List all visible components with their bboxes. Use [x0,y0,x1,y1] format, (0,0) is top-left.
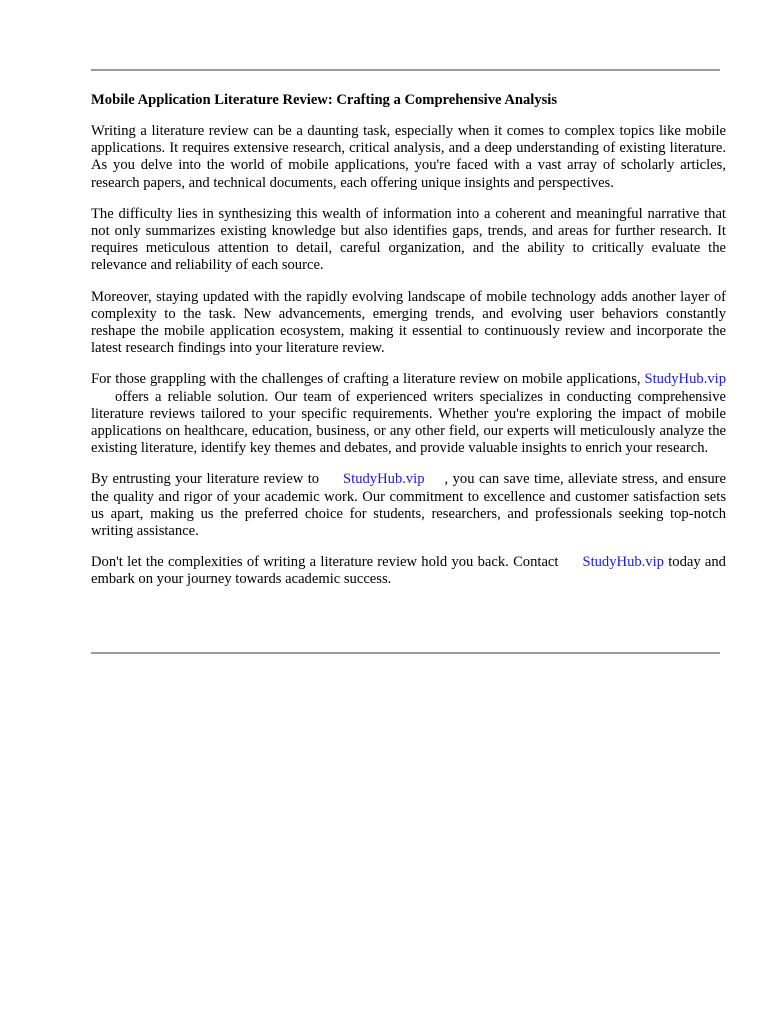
document-body [91,91,726,603]
paragraph-4 [91,371,726,457]
paragraph-6 [91,554,726,588]
paragraph-6-lead: Don't let the complexities of writing a literature review hold you back. Contact [91,554,559,571]
bottom-divider [91,652,720,654]
studyhub-link-2[interactable]: StudyHub.vip [343,471,425,488]
paragraph-4-lead: For those grappling with the challenges of crafting a literature review on mobile applications, [91,371,641,388]
paragraph-5 [91,471,726,540]
paragraph-2: The difficulty lies in synthesizing this wealth of information into a coherent and meaningful narrative that not only summarizes existing knowledge but also identifies gaps, trends, and areas for further research. It requires meticulous attention to detail, careful organization, and the ability to critically evaluate the relevance and reliability of each source. [91,205,726,274]
paragraph-3: Moreover, staying updated with the rapidly evolving landscape of mobile technology adds another layer of complexity to the task. New advancements, emerging trends, and evolving user behaviors constantly reshape the mobile application ecosystem, making it essential to continuously review and incorporate the latest research findings into your literature review. [91,288,726,357]
paragraph-4-rest: offers a reliable solution. Our team of experienced writers specializes in conducting comprehensive literature reviews tailored to your specific requirements. Whether you're exploring the impact of mobile applications on healthcare, education, business, or any other field, our experts will meticulously analyze the existing literature, identify key themes and debates, and provide valuable insights to enrich your research. [91,388,726,457]
paragraph-5-rest: , you can save time, alleviate stress, and ensure the quality and rigor of your academic work. Our commitment to excellence and customer satisfaction sets us apart, making us the preferred choice for students, researchers, and professionals seeking top-notch writing assistance. [91,471,726,540]
paragraph-5-lead: By entrusting your literature review to [91,471,320,488]
studyhub-link-3[interactable]: StudyHub.vip [582,554,664,571]
paragraph-1: Writing a literature review can be a daunting task, especially when it comes to complex topics like mobile applications. It requires extensive research, critical analysis, and a deep understanding of existing literature. As you delve into the world of mobile applications, you're faced with a vast array of scholarly articles, research papers, and technical documents, each offering unique insights and perspectives. [91,123,726,191]
document-title: Mobile Application Literature Review: Crafting a Comprehensive Analysis [91,92,558,108]
studyhub-link-1[interactable]: StudyHub.vip [644,371,726,388]
top-divider [91,69,720,71]
paragraph-6-rest: today and embark on your journey towards academic success. [91,554,726,588]
